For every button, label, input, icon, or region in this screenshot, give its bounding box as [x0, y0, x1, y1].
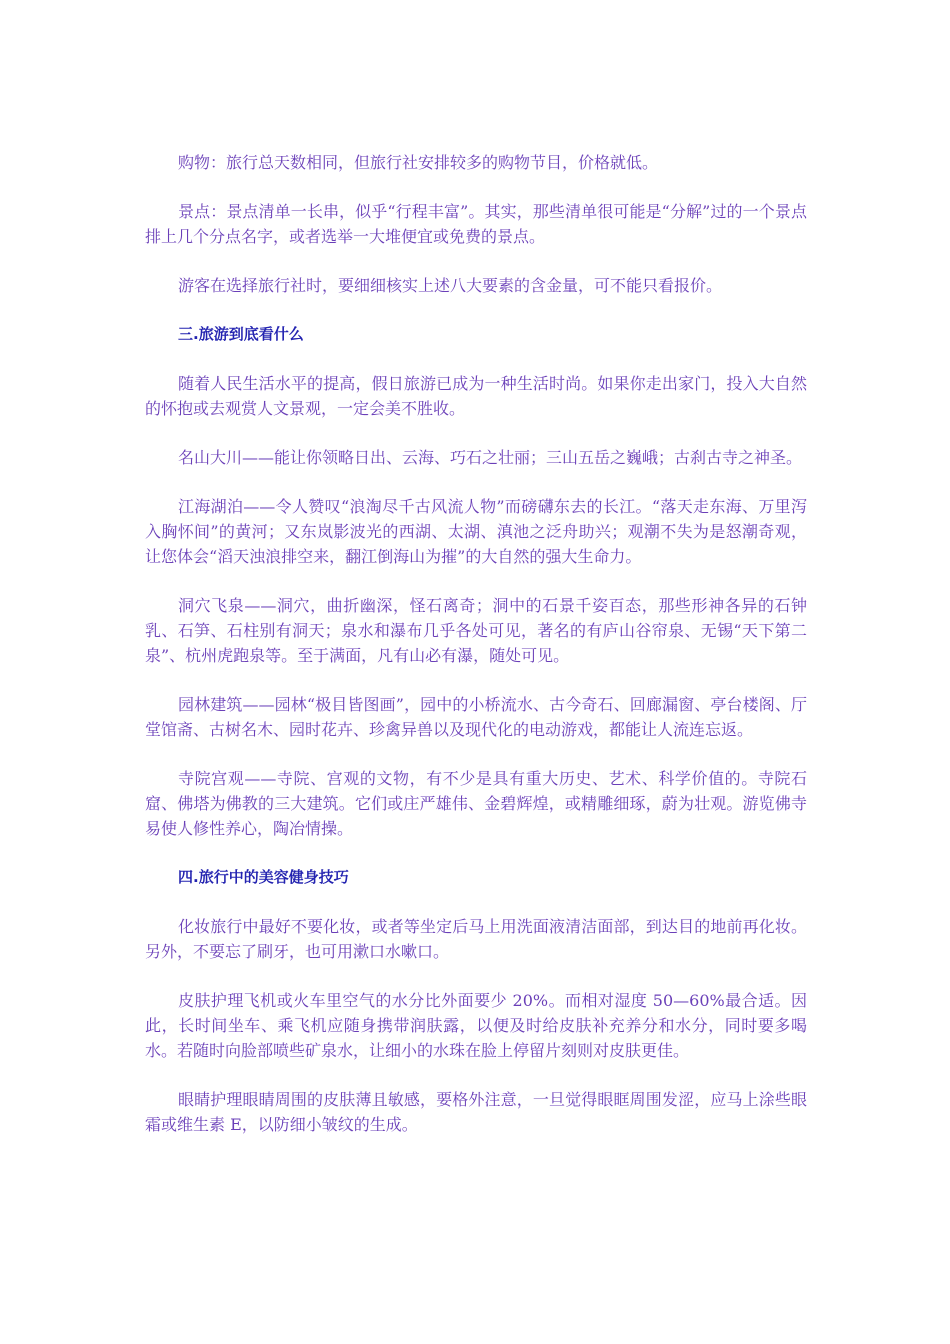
- paragraph-holiday-travel: 随着人民生活水平的提高，假日旅游已成为一种生活时尚。如果你走出家门，投入大自然的怀抱或去观赏人文景观，一定会美不胜收。: [145, 374, 807, 418]
- paragraph-gardens: 园林建筑——园林“极目皆图画”，园中的小桥流水、古今奇石、回廊漏窗、亭台楼阁、厅堂馆斋、古树名木、园时花卉、珍禽异兽以及现代化的电动游戏，都能让人流连忘返。: [145, 695, 807, 739]
- section-heading-beauty-tips: 四.旅行中的美容健身技巧: [178, 868, 349, 886]
- paragraph-eye-care: 眼睛护理眼睛周围的皮肤薄且敏感，要格外注意，一旦觉得眼眶周围发涩，应马上涂些眼霜或维生素 E，以防细小皱纹的生成。: [145, 1090, 807, 1134]
- paragraph-tourist-advice: 游客在选择旅行社时，要细细核实上述八大要素的含金量，可不能只看报价。: [178, 276, 723, 295]
- paragraph-rivers-lakes: 江海湖泊——令人赞叹“浪淘尽千古风流人物”而磅礴东去的长江。“落天走东海、万里泻入胸怀间”的黄河；又东岚影波光的西湖、太湖、滇池之泛舟助兴；观潮不失为是怒潮奇观，让您体会“滔天浊浪排空来，翻江倒海山为摧”的大自然的强大生命力。: [145, 497, 807, 566]
- paragraph-attractions: 景点：景点清单一长串，似乎“行程丰富”。其实，那些清单很可能是“分解”过的一个景点排上几个分点名字，或者选举一大堆便宜或免费的景点。: [145, 202, 807, 246]
- section-heading-what-to-see: 三.旅游到底看什么: [178, 325, 304, 343]
- paragraph-makeup: 化妆旅行中最好不要化妆，或者等坐定后马上用洗面液清洁面部，到达目的地前再化妆。另外，不要忘了刷牙，也可用漱口水嗽口。: [145, 917, 807, 961]
- paragraph-caves-springs: 洞穴飞泉——洞穴，曲折幽深，怪石离奇；洞中的石景千姿百态，那些形神各异的石钟乳、石笋、石柱别有洞天；泉水和瀑布几乎各处可见，著名的有庐山谷帘泉、无锡“天下第二泉”、杭州虎跑泉等。至于满面，凡有山必有瀑，随处可见。: [145, 596, 807, 665]
- document-page: [145, 150, 807, 1161]
- paragraph-shopping: 购物：旅行总天数相同，但旅行社安排较多的购物节目，价格就低。: [178, 153, 659, 172]
- paragraph-skin-care: 皮肤护理飞机或火车里空气的水分比外面要少 20%。而相对湿度 50—60%最合适。因此，长时间坐车、乘飞机应随身携带润肤露，以便及时给皮肤补充养分和水分，同时要多喝水。若随时向脸部喷些矿泉水，让细小的水珠在脸上停留片刻则对皮肤更佳。: [145, 991, 807, 1060]
- paragraph-temples: 寺院宫观——寺院、宫观的文物，有不少是具有重大历史、艺术、科学价值的。寺院石窟、佛塔为佛教的三大建筑。它们或庄严雄伟、金碧辉煌，或精雕细琢，蔚为壮观。游览佛寺易使人修性养心，陶冶情操。: [145, 769, 807, 838]
- paragraph-mountains: 名山大川——能让你领略日出、云海、巧石之壮丽；三山五岳之巍峨；古刹古寺之神圣。: [178, 448, 803, 467]
